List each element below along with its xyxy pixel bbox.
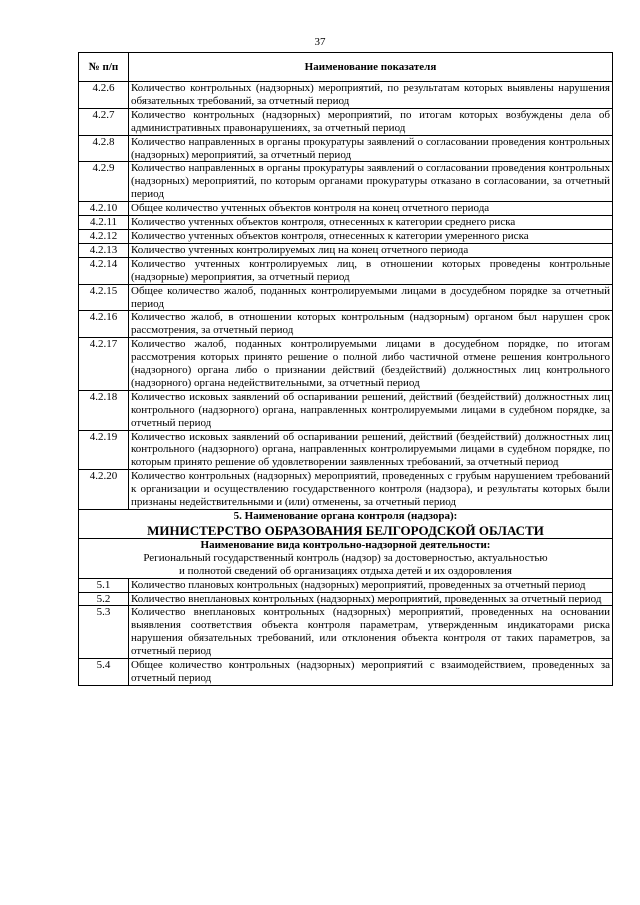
row-text: Количество учтенных контролируемых лиц на конец отчетного периода — [129, 243, 613, 257]
table-row — [79, 578, 613, 592]
row-text: Количество плановых контрольных (надзорных) мероприятий, проведенных за отчетный период — [129, 578, 613, 592]
table-row — [79, 135, 613, 162]
row-text: Количество контрольных (надзорных) мероприятий, проведенных с грубым нарушением требований к организации и осуществлению государственного контроля (надзора), и результаты которых были признаны недействительными и (или) отменены, за отчетный период — [129, 470, 613, 510]
table-row — [79, 338, 613, 391]
table-row — [79, 311, 613, 338]
section-heading: 5. Наименование органа контроля (надзора): — [233, 510, 458, 522]
table-row — [79, 284, 613, 311]
table-row — [79, 606, 613, 659]
row-number: 4.2.11 — [79, 216, 129, 230]
row-text: Общее количество учтенных объектов контроля на конец отчетного периода — [129, 202, 613, 216]
row-number: 4.2.19 — [79, 430, 129, 470]
row-text: Количество жалоб, поданных контролируемыми лицами в досудебном порядке, по итогам рассмотрения которых принято решение о полной либо частичной отмене решения контрольного (надзорного) органа либо о признании действий (бездействий) должностных лиц контрольного (надзорного) органа недействительными, за отчетный период — [129, 338, 613, 391]
table-row — [79, 470, 613, 510]
row-number: 4.2.12 — [79, 229, 129, 243]
table-row — [79, 390, 613, 430]
row-text: Количество жалоб, в отношении которых контрольным (надзорным) органом был нарушен срок рассмотрения, за отчетный период — [129, 311, 613, 338]
column-header-name: Наименование показателя — [129, 53, 613, 82]
table-row — [79, 592, 613, 606]
table-row — [79, 162, 613, 202]
row-text: Количество учтенных объектов контроля, отнесенных к категории среднего риска — [129, 216, 613, 230]
table-row — [79, 108, 613, 135]
table-row — [79, 430, 613, 470]
row-number: 4.2.15 — [79, 284, 129, 311]
row-text: Количество контрольных (надзорных) мероприятий, по итогам которых возбуждены дела об административных правонарушениях, за отчетный период — [129, 108, 613, 135]
row-number: 4.2.9 — [79, 162, 129, 202]
table-row — [79, 82, 613, 109]
page-number: 37 — [314, 36, 326, 48]
row-text: Количество учтенных контролируемых лиц, в отношении которых проведены контрольные (надзорные) мероприятия, за отчетный период — [129, 257, 613, 284]
row-number: 4.2.10 — [79, 202, 129, 216]
column-header-number: № п/п — [79, 53, 129, 82]
control-kind-line: и полнотой сведений об организациях отдыха детей и их оздоровления — [179, 564, 512, 577]
row-number: 4.2.18 — [79, 390, 129, 430]
row-text: Количество внеплановых контрольных (надзорных) мероприятий, проведенных на основании выявления соответствия объекта контроля параметрам, утвержденным индикаторами риска нарушения обязательных требований, или отклонения объекта контроля от таких параметров, за отчетный период — [129, 606, 613, 659]
row-number: 4.2.17 — [79, 338, 129, 391]
row-number: 5.2 — [79, 592, 129, 606]
table-row — [79, 659, 613, 686]
section-kind-row — [79, 538, 613, 578]
row-text: Количество внеплановых контрольных (надзорных) мероприятий, проведенных за отчетный период — [129, 592, 613, 606]
row-text: Общее количество жалоб, поданных контролируемыми лицами в досудебном порядке за отчетный период — [129, 284, 613, 311]
control-body-name: МИНИСТЕРСТВО ОБРАЗОВАНИЯ БЕЛГОРОДСКОЙ ОБЛАСТИ — [147, 522, 544, 538]
row-text: Количество исковых заявлений об оспаривании решений, действий (бездействий) должностных лиц контрольного (надзорного) органа, направленных контролируемыми лицами в судебном порядке, по которым принято решение об удовлетворении заявленных требований, за отчетный период — [129, 430, 613, 470]
row-text: Количество контрольных (надзорных) мероприятий, по результатам которых выявлены нарушения обязательных требований, за отчетный период — [129, 82, 613, 109]
control-kind-heading: Наименование вида контрольно-надзорной деятельности: — [200, 538, 491, 551]
control-kind — [79, 538, 613, 578]
row-text: Количество учтенных объектов контроля, отнесенных к категории умеренного риска — [129, 229, 613, 243]
row-number: 4.2.7 — [79, 108, 129, 135]
row-number: 5.1 — [79, 578, 129, 592]
indicators-table — [78, 52, 613, 686]
table-row — [79, 216, 613, 230]
row-number: 5.4 — [79, 659, 129, 686]
table-row — [79, 257, 613, 284]
control-kind-line: Региональный государственный контроль (надзор) за достоверностью, актуальностью — [143, 551, 548, 564]
table-row — [79, 229, 613, 243]
row-text: Общее количество контрольных (надзорных) мероприятий с взаимодействием, проведенных за отчетный период — [129, 659, 613, 686]
row-number: 4.2.20 — [79, 470, 129, 510]
row-text: Количество направленных в органы прокуратуры заявлений о согласовании проведения контрольных (надзорных) мероприятий, за отчетный период — [129, 135, 613, 162]
section-header-row — [79, 510, 613, 539]
row-text: Количество направленных в органы прокуратуры заявлений о согласовании проведения контрольных (надзорных) мероприятий, по которым органами прокуратуры отказано в согласовании, за отчетный период — [129, 162, 613, 202]
row-number: 4.2.16 — [79, 311, 129, 338]
section-header — [79, 510, 613, 539]
table-row — [79, 243, 613, 257]
row-number: 4.2.14 — [79, 257, 129, 284]
row-number: 5.3 — [79, 606, 129, 659]
table-header-row — [79, 53, 613, 82]
row-number: 4.2.6 — [79, 82, 129, 109]
table-row — [79, 202, 613, 216]
row-number: 4.2.8 — [79, 135, 129, 162]
row-number: 4.2.13 — [79, 243, 129, 257]
row-text: Количество исковых заявлений об оспаривании решений, действий (бездействий) должностных лиц контрольного (надзорного) органа, направленных контролируемыми лицами в судебном порядке, за отчетный период — [129, 390, 613, 430]
